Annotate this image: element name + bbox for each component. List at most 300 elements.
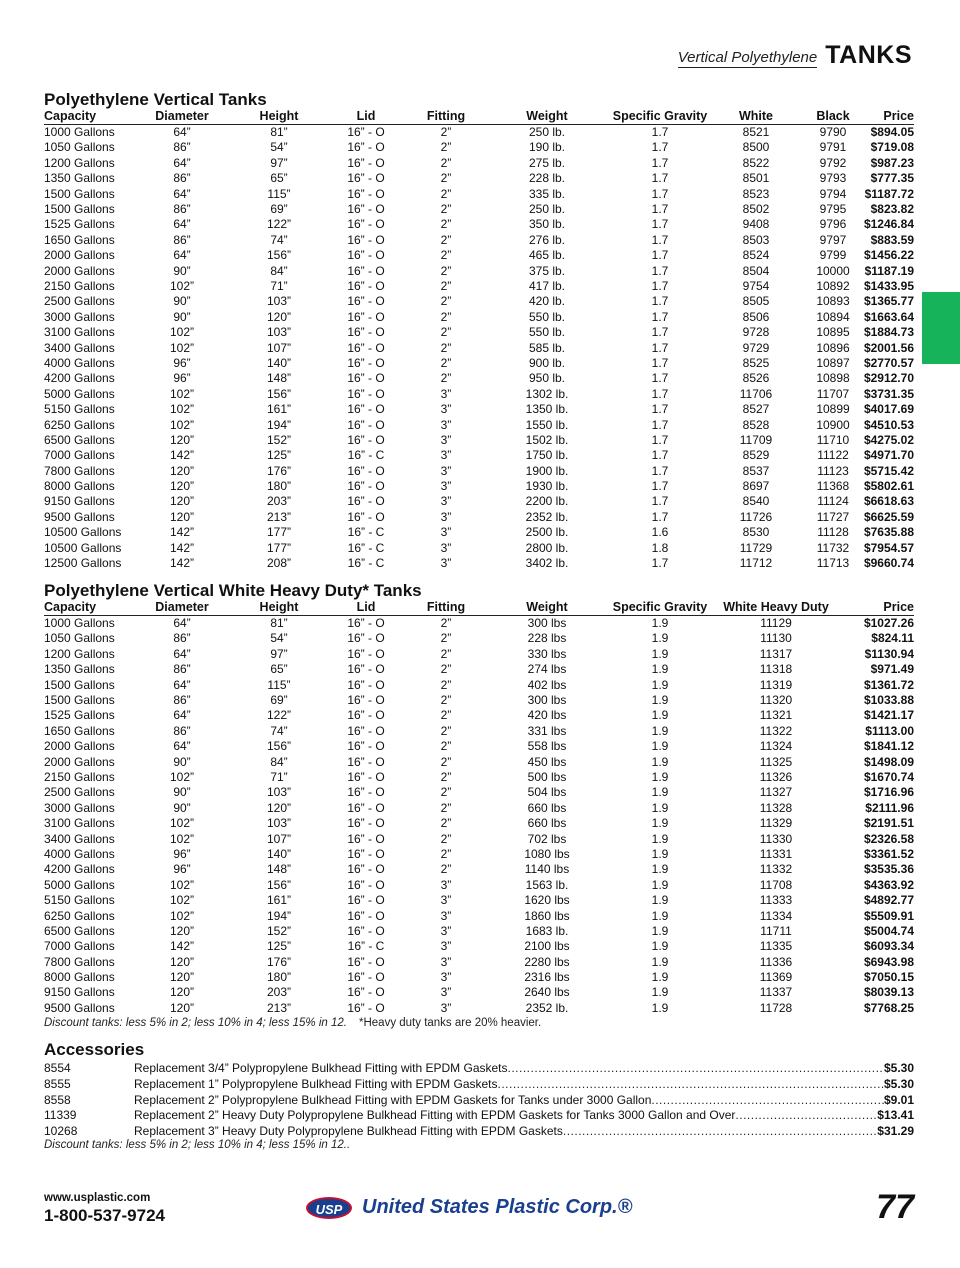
table-cell: 1140 lbs <box>524 862 570 877</box>
price-cell: $2770.57 <box>863 355 914 370</box>
table-cell: 12500 Gallons <box>44 556 122 571</box>
table-cell: 250 lb. <box>528 125 566 140</box>
table-cell: 8523 <box>742 186 770 201</box>
price-cell: $2001.56 <box>863 340 914 355</box>
header-subtitle: Vertical Polyethylene <box>677 49 818 66</box>
accessory-number: 8558 <box>44 1092 71 1107</box>
table-cell: 3” <box>440 556 452 571</box>
price-cell: $1187.19 <box>864 263 914 278</box>
column-header: Capacity <box>44 600 128 615</box>
table-cell: 1.7 <box>651 217 669 232</box>
accessory-description <box>134 1061 884 1077</box>
table-cell: 16” - O <box>347 325 385 340</box>
table-cell: 11336 <box>759 954 793 969</box>
table-cell: 1080 lbs <box>524 846 570 861</box>
table-cell: 11707 <box>816 386 850 401</box>
table-cell: 10900 <box>816 417 850 432</box>
table-cell: 10899 <box>816 402 850 417</box>
price-cell: $4971.70 <box>863 448 914 463</box>
table-row <box>44 494 914 509</box>
table-cell: 1.9 <box>651 769 669 784</box>
accessory-number: 8554 <box>44 1061 71 1075</box>
accessory-price: $9.01 <box>883 1092 914 1107</box>
table-cell: 11368 <box>816 479 850 494</box>
table-cell: 96” <box>173 371 191 386</box>
table-cell: 84” <box>270 263 288 278</box>
table-cell: 2352 lb. <box>525 509 569 524</box>
table-cell: 115” <box>267 677 291 692</box>
table-cell: 1302 lb. <box>525 386 569 401</box>
table-cell: 2” <box>440 677 452 692</box>
accessory-description-text: Replacement 2” Heavy Duty Polypropylene Bulkhead Fitting with EPDM Gaskets for Tanks 3000 Gallon and Over <box>134 1108 736 1123</box>
table-cell: 1.7 <box>651 371 669 386</box>
table-cell: 64” <box>173 677 191 692</box>
table-cell: 86” <box>173 693 191 708</box>
table-cell: 120” <box>169 954 195 969</box>
table-cell: 81” <box>270 125 288 140</box>
table-cell: 156” <box>266 386 292 401</box>
table-cell: 16” - O <box>347 877 385 892</box>
table-cell: 2500 Gallons <box>44 294 115 309</box>
table-row <box>44 278 914 293</box>
table-cell: 2” <box>440 862 452 877</box>
dot-leader <box>651 1093 884 1109</box>
table-cell: 11712 <box>739 556 773 571</box>
table-cell: 11337 <box>759 985 793 1000</box>
table-cell: 3000 Gallons <box>44 800 115 815</box>
table-cell: 2” <box>440 800 452 815</box>
table-row <box>44 263 914 278</box>
accessory-item <box>44 1061 914 1077</box>
table-cell: 1.9 <box>651 908 669 923</box>
table-cell: 702 lbs <box>527 831 567 846</box>
table-row <box>44 525 914 540</box>
table-cell: 16” - O <box>347 294 385 309</box>
table-cell: 2100 lbs <box>524 939 570 954</box>
table-cell: 2” <box>440 371 452 386</box>
table-cell: 16” - O <box>347 769 385 784</box>
table-cell: 120” <box>169 923 195 938</box>
accessory-item <box>44 1108 914 1124</box>
accessory-item <box>44 1124 914 1140</box>
table-cell: 107” <box>266 831 292 846</box>
table-cell: 6250 Gallons <box>44 908 115 923</box>
table-cell: 1.9 <box>651 646 669 661</box>
table-cell: 5150 Gallons <box>44 893 115 908</box>
table-cell: 5000 Gallons <box>44 386 115 401</box>
table-row <box>44 540 914 555</box>
table-cell: 3” <box>440 463 452 478</box>
table-cell: 9797 <box>819 232 847 247</box>
accessory-description-text: Replacement 3” Heavy Duty Polypropylene Bulkhead Fitting with EPDM Gaskets <box>134 1124 563 1139</box>
table-cell: 71” <box>270 278 288 293</box>
page-number: 77 <box>876 1188 914 1226</box>
table-cell: 16” - O <box>347 908 385 923</box>
table-cell: 1.9 <box>651 939 669 954</box>
table-cell: 1.9 <box>651 954 669 969</box>
column-header: Specific Gravity <box>612 600 708 615</box>
dot-leader <box>563 1124 877 1140</box>
table-cell: 3” <box>440 540 452 555</box>
table-cell: 11726 <box>739 509 773 524</box>
price-cell: $971.49 <box>870 662 914 677</box>
table-cell: 11317 <box>759 646 793 661</box>
table-cell: 9790 <box>819 125 847 140</box>
table-cell: 213” <box>266 1000 292 1015</box>
table-cell: 102” <box>169 278 195 293</box>
table-row <box>44 831 914 846</box>
table-cell: 86” <box>173 202 191 217</box>
table-row <box>44 140 914 155</box>
table-cell: 1525 Gallons <box>44 708 115 723</box>
table-cell: 3” <box>440 509 452 524</box>
table-row <box>44 248 914 263</box>
table-cell: 11321 <box>759 708 793 723</box>
table-cell: 140” <box>266 846 292 861</box>
table-cell: 11334 <box>759 908 793 923</box>
table-cell: 9794 <box>819 186 847 201</box>
column-header: Price <box>844 600 914 615</box>
table-cell: 142” <box>169 540 195 555</box>
table-cell: 585 lb. <box>528 340 566 355</box>
vertical-tanks-table <box>44 109 914 571</box>
table-cell: 65” <box>270 662 288 677</box>
table-row <box>44 754 914 769</box>
table-cell: 16” - O <box>347 509 385 524</box>
table-cell: 11329 <box>759 816 793 831</box>
price-cell: $4017.69 <box>863 402 914 417</box>
column-header: Black <box>804 109 862 124</box>
table-cell: 16” - C <box>347 525 385 540</box>
table-cell: 102” <box>169 417 195 432</box>
table-row <box>44 155 914 170</box>
table-cell: 125” <box>266 448 292 463</box>
column-header: Weight <box>482 109 612 124</box>
table-cell: 16” - O <box>347 662 385 677</box>
table-cell: 9795 <box>819 202 847 217</box>
table-cell: 103” <box>266 325 292 340</box>
table-cell: 2640 lbs <box>524 985 570 1000</box>
table-cell: 7800 Gallons <box>44 954 115 969</box>
table-row <box>44 862 914 877</box>
table-cell: 1350 Gallons <box>44 171 115 186</box>
table-cell: 1500 Gallons <box>44 677 115 692</box>
price-cell: $7954.57 <box>863 540 914 555</box>
table-cell: 7000 Gallons <box>44 448 115 463</box>
table-cell: 1.7 <box>651 509 669 524</box>
table-cell: 194” <box>266 908 292 923</box>
header-title: TANKS <box>825 41 912 69</box>
table-cell: 16” - O <box>347 754 385 769</box>
table-cell: 3” <box>440 939 452 954</box>
table-cell: 1050 Gallons <box>44 140 115 155</box>
table-cell: 16” - O <box>347 893 385 908</box>
table-cell: 11369 <box>759 970 793 985</box>
table-cell: 16” - O <box>347 954 385 969</box>
table-cell: 97” <box>270 155 288 170</box>
table-cell: 213” <box>266 509 292 524</box>
table-cell: 2” <box>440 769 452 784</box>
table-cell: 2” <box>440 846 452 861</box>
price-cell: $1130.94 <box>864 646 914 661</box>
table-cell: 64” <box>173 708 191 723</box>
table-cell: 2” <box>440 309 452 324</box>
table-cell: 2” <box>440 294 452 309</box>
table-cell: 74” <box>270 723 288 738</box>
price-cell: $5715.42 <box>863 463 914 478</box>
table-cell: 2” <box>440 248 452 263</box>
table-cell: 1683 lb. <box>525 923 569 938</box>
table-cell: 3400 Gallons <box>44 340 115 355</box>
table-cell: 81” <box>270 616 288 631</box>
table-cell: 16” - O <box>347 616 385 631</box>
accessory-price: $5.30 <box>883 1061 914 1075</box>
table-row <box>44 877 914 892</box>
table-cell: 1.9 <box>651 662 669 677</box>
table-cell: 156” <box>266 877 292 892</box>
table-cell: 10896 <box>816 340 850 355</box>
table-cell: 8697 <box>742 479 770 494</box>
table-cell: 8529 <box>742 448 770 463</box>
section1-title: Polyethylene Vertical Tanks <box>44 90 267 109</box>
table-header-row <box>44 600 914 615</box>
table-cell: 3000 Gallons <box>44 309 115 324</box>
price-cell: $1187.72 <box>864 186 914 201</box>
accessory-number: 10268 <box>44 1124 78 1139</box>
table-cell: 2” <box>440 662 452 677</box>
table-cell: 148” <box>266 371 292 386</box>
table-cell: 335 lb. <box>528 186 566 201</box>
price-cell: $1361.72 <box>863 677 914 692</box>
table-row <box>44 432 914 447</box>
footer-website[interactable]: www.usplastic.com <box>44 1192 151 1204</box>
accessory-item <box>44 1077 914 1093</box>
price-cell: $1433.95 <box>863 278 914 293</box>
table-cell: 1050 Gallons <box>44 631 115 646</box>
accessory-number: 11339 <box>44 1108 77 1123</box>
table-cell: 16” - O <box>347 785 385 800</box>
price-cell: $1033.88 <box>863 693 914 708</box>
table-cell: 2” <box>440 631 452 646</box>
price-cell: $7635.88 <box>863 525 914 540</box>
company-name: United States Plastic Corp.® <box>362 1196 633 1218</box>
table-cell: 11330 <box>759 831 793 846</box>
price-cell: $1027.26 <box>863 616 914 631</box>
table-row <box>44 692 914 707</box>
table-cell: 16” - O <box>347 923 385 938</box>
table-cell: 11318 <box>759 662 793 677</box>
accessory-price: $31.29 <box>877 1124 914 1139</box>
table-cell: 8501 <box>742 171 770 186</box>
table-cell: 64” <box>173 248 191 263</box>
table-row <box>44 355 914 370</box>
table-cell: 64” <box>173 155 191 170</box>
table-cell: 1550 lb. <box>525 417 569 432</box>
accessory-description <box>134 1124 877 1140</box>
table-cell: 2500 lb. <box>525 525 569 540</box>
table-cell: 11732 <box>816 540 850 555</box>
table-cell: 1.7 <box>651 125 669 140</box>
price-cell: $1716.96 <box>863 785 914 800</box>
table-cell: 9728 <box>742 325 770 340</box>
table-cell: 16” - O <box>347 202 385 217</box>
table-cell: 11326 <box>759 769 793 784</box>
table-cell: 96” <box>173 846 191 861</box>
table-cell: 16” - O <box>347 186 385 201</box>
table-cell: 8540 <box>742 494 770 509</box>
table-cell: 8500 <box>742 140 770 155</box>
table-cell: 9793 <box>819 171 847 186</box>
table-cell: 3400 Gallons <box>44 831 115 846</box>
table-cell: 2” <box>440 171 452 186</box>
table-cell: 16” - O <box>347 1000 385 1015</box>
table-cell: 120” <box>169 509 195 524</box>
table-row <box>44 1000 914 1015</box>
table-cell: 6500 Gallons <box>44 432 115 447</box>
table-cell: 10894 <box>816 309 850 324</box>
table-cell: 3” <box>440 386 452 401</box>
table-cell: 2” <box>440 140 452 155</box>
table-cell: 3” <box>440 432 452 447</box>
price-cell: $7050.15 <box>863 970 914 985</box>
table-row <box>44 892 914 907</box>
table-row <box>44 800 914 815</box>
price-cell: $1670.74 <box>863 769 914 784</box>
price-cell: $6625.59 <box>863 509 914 524</box>
table-row <box>44 171 914 186</box>
table-cell: 90” <box>173 263 191 278</box>
table-row <box>44 631 914 646</box>
table-cell: 2” <box>440 693 452 708</box>
table-cell: 8537 <box>742 463 770 478</box>
table-cell: 11128 <box>817 525 849 540</box>
table-cell: 16” - O <box>347 479 385 494</box>
table-cell: 120” <box>169 463 195 478</box>
table-cell: 3402 lb. <box>525 556 569 571</box>
table-cell: 11129 <box>760 616 792 631</box>
table-cell: 5150 Gallons <box>44 402 115 417</box>
table-cell: 1563 lb. <box>525 877 569 892</box>
table-cell: 1.9 <box>651 754 669 769</box>
table-cell: 2” <box>440 325 452 340</box>
table-cell: 550 lb. <box>528 309 566 324</box>
table-cell: 103” <box>266 816 292 831</box>
table-cell: 1.7 <box>651 479 669 494</box>
price-cell: $1365.77 <box>863 294 914 309</box>
table-cell: 9791 <box>819 140 847 155</box>
table-cell: 8530 <box>742 525 770 540</box>
table-cell: 11709 <box>739 432 773 447</box>
table-cell: 1.9 <box>651 723 669 738</box>
table-cell: 8521 <box>742 125 770 140</box>
table-cell: 156” <box>266 248 292 263</box>
table-cell: 375 lb. <box>528 263 566 278</box>
table-cell: 558 lbs <box>527 739 567 754</box>
accessory-description-text: Replacement 2” Polypropylene Bulkhead Fitting with EPDM Gaskets for Tanks under 3000 Gallon <box>134 1092 652 1107</box>
table-cell: 1.9 <box>651 739 669 754</box>
price-cell: $5509.91 <box>863 908 914 923</box>
table-cell: 115” <box>267 186 291 201</box>
price-cell: $1884.73 <box>863 325 914 340</box>
accessory-description <box>134 1108 877 1124</box>
table-cell: 1.9 <box>651 970 669 985</box>
table-cell: 1.7 <box>651 140 669 155</box>
table-cell: 2” <box>440 340 452 355</box>
table-cell: 2” <box>440 646 452 661</box>
table-cell: 16” - O <box>347 263 385 278</box>
table-cell: 2” <box>440 708 452 723</box>
table-cell: 120” <box>169 479 195 494</box>
table-cell: 1900 lb. <box>525 463 569 478</box>
table-cell: 276 lb. <box>528 232 566 247</box>
table-cell: 8525 <box>742 355 770 370</box>
dot-leader <box>735 1108 877 1124</box>
table-cell: 420 lb. <box>528 294 566 309</box>
table-cell: 350 lb. <box>528 217 566 232</box>
table-cell: 1.9 <box>651 985 669 1000</box>
table-cell: 54” <box>270 631 288 646</box>
table-cell: 8504 <box>742 263 770 278</box>
table-cell: 3” <box>440 448 452 463</box>
table-cell: 8522 <box>742 155 770 170</box>
table-cell: 1.7 <box>651 325 669 340</box>
table-cell: 176” <box>266 954 292 969</box>
table-cell: 90” <box>173 294 191 309</box>
table-cell: 11332 <box>759 862 793 877</box>
table-cell: 660 lbs <box>527 816 567 831</box>
table-cell: 120” <box>169 985 195 1000</box>
table-cell: 1500 Gallons <box>44 202 115 217</box>
table-cell: 86” <box>173 171 191 186</box>
table-cell: 3” <box>440 1000 452 1015</box>
accessory-description-text: Replacement 1” Polypropylene Bulkhead Fitting with EPDM Gaskets <box>134 1076 498 1091</box>
table-header-row <box>44 109 914 124</box>
table-cell: 3” <box>440 417 452 432</box>
table-row <box>44 124 914 139</box>
price-cell: $3535.36 <box>863 862 914 877</box>
price-cell: $5802.61 <box>863 479 914 494</box>
table-cell: 11706 <box>739 386 773 401</box>
table-cell: 11319 <box>759 677 793 692</box>
table-cell: 2” <box>440 155 452 170</box>
table-cell: 1.8 <box>651 540 669 555</box>
table-cell: 1350 lb. <box>525 402 569 417</box>
table-cell: 142” <box>169 448 195 463</box>
table-cell: 1000 Gallons <box>44 125 115 140</box>
table-cell: 16” - O <box>347 217 385 232</box>
table-cell: 2” <box>440 186 452 201</box>
price-cell: $2912.70 <box>863 371 914 386</box>
table-cell: 11320 <box>759 693 793 708</box>
table-cell: 8524 <box>742 248 770 263</box>
usp-logo-icon: USP <box>306 1197 352 1219</box>
table-cell: 8528 <box>742 417 770 432</box>
table-cell: 86” <box>173 662 191 677</box>
table-cell: 97” <box>270 646 288 661</box>
table-cell: 16” - O <box>347 708 385 723</box>
table-cell: 300 lbs <box>527 616 567 631</box>
table-cell: 9500 Gallons <box>44 1000 115 1015</box>
table-cell: 3” <box>440 893 452 908</box>
table-cell: 2” <box>440 816 452 831</box>
table-cell: 8527 <box>742 402 770 417</box>
price-cell: $6093.34 <box>863 939 914 954</box>
table-cell: 102” <box>169 386 195 401</box>
table-cell: 1.7 <box>651 432 669 447</box>
table-cell: 16” - O <box>347 631 385 646</box>
accessories-discount-note: Discount tanks: less 5% in 2; less 10% in 4; less 15% in 12.. <box>44 1139 351 1151</box>
price-cell: $4363.92 <box>863 877 914 892</box>
